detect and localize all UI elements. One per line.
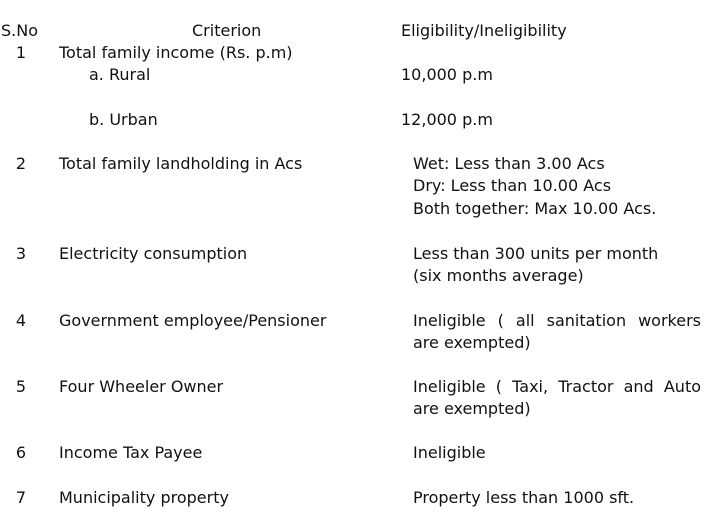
row-4-criterion: Government employee/Pensioner — [59, 311, 327, 330]
row-1a-label: a. Rural — [89, 65, 151, 84]
header-eligibility: Eligibility/Ineligibility — [401, 21, 567, 40]
row-3-value-line-1: Less than 300 units per month — [413, 244, 659, 263]
row-6-value: Ineligible — [413, 443, 486, 462]
row-3-criterion: Electricity consumption — [59, 244, 248, 263]
row-5-criterion: Four Wheeler Owner — [59, 377, 224, 396]
header-sno: S.No — [1, 21, 38, 40]
row-7-criterion: Municipality property — [59, 488, 229, 507]
row-1b-value: 12,000 p.m — [401, 110, 493, 129]
row-4-sno: 4 — [15, 311, 27, 330]
row-2-value-line-1: Wet: Less than 3.00 Acs — [413, 154, 605, 173]
row-6-sno: 6 — [15, 443, 27, 462]
row-6-criterion: Income Tax Payee — [59, 443, 203, 462]
row-1b-label: b. Urban — [89, 110, 158, 129]
row-7-sno: 7 — [15, 488, 27, 507]
row-3-sno: 3 — [15, 244, 27, 263]
row-2-criterion: Total family landholding in Acs — [59, 154, 303, 173]
row-2-sno: 2 — [15, 154, 27, 173]
row-7-value: Property less than 1000 sft. — [413, 488, 635, 507]
row-1-criterion: Total family income (Rs. p.m) — [59, 43, 293, 62]
row-2-value-line-3: Both together: Max 10.00 Acs. — [413, 199, 657, 218]
row-5-sno: 5 — [15, 377, 27, 396]
row-1a-value: 10,000 p.m — [401, 65, 493, 84]
row-4-value: Ineligible ( all sanitation workers are exempted) — [413, 311, 701, 352]
row-2-value-line-2: Dry: Less than 10.00 Acs — [413, 176, 612, 195]
header-criterion: Criterion — [192, 21, 262, 40]
row-1-sno: 1 — [15, 43, 27, 62]
row-5-value: Ineligible ( Taxi, Tractor and Auto are exempted) — [413, 377, 701, 418]
row-3-value-line-2: (six months average) — [413, 266, 584, 285]
